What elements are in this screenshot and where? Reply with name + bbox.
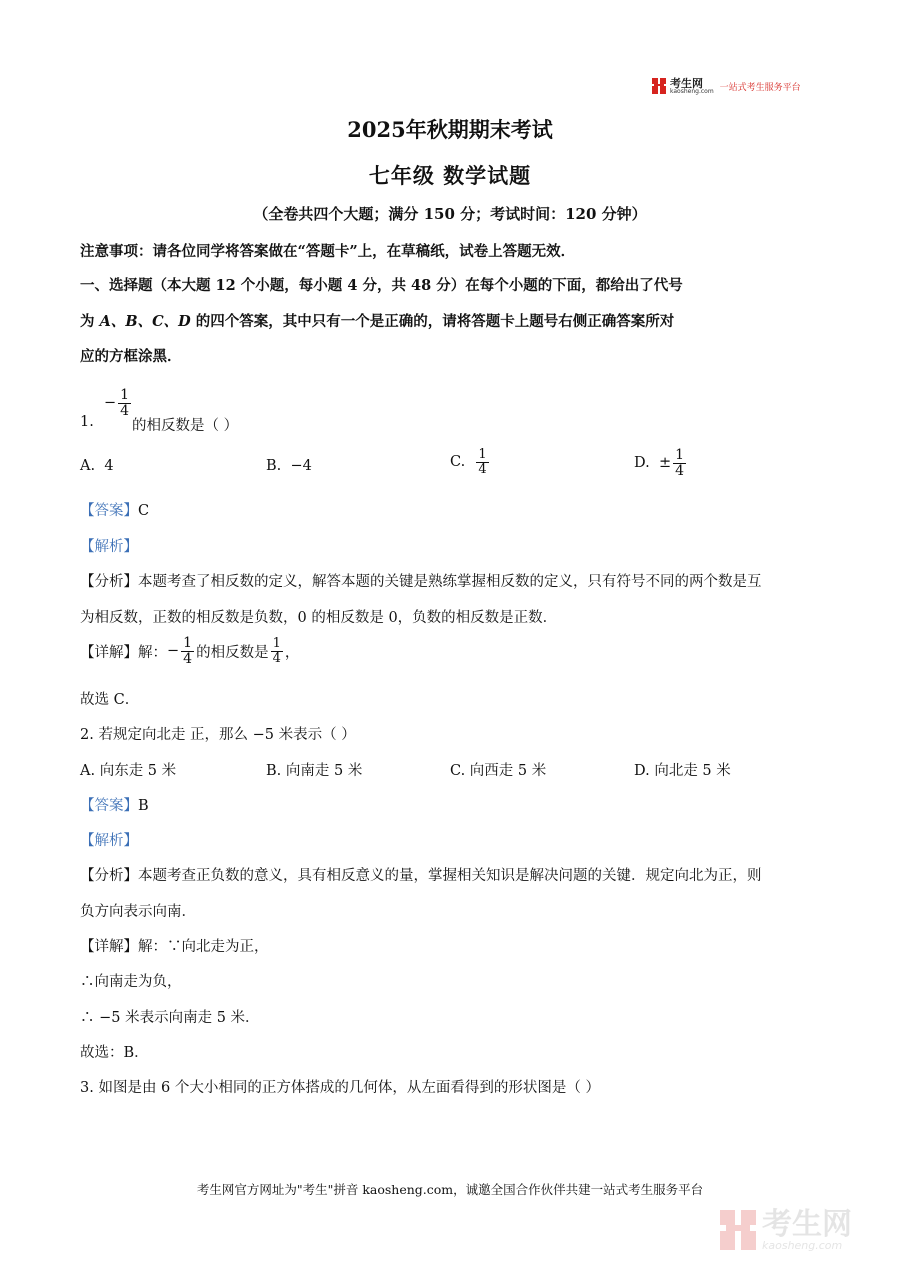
q1-denominator: 4 bbox=[120, 402, 130, 419]
answer-tag: 【答案】 bbox=[80, 503, 138, 519]
option-label: C. bbox=[450, 763, 466, 779]
q1-option-c bbox=[450, 448, 491, 476]
q2-fenxi-line2: 负方向表示向南． bbox=[80, 904, 196, 920]
q2-stem: 2. 若规定向北走 正，那么 −5 米表示（ ） bbox=[80, 727, 356, 743]
q2-option-d bbox=[634, 759, 731, 780]
answer-tag: 【答案】 bbox=[80, 798, 138, 814]
q1-fraction bbox=[118, 388, 131, 418]
section1-line1: 一、选择题（本大题 12 个小题，每小题 4 分，共 48 分）在每个小题的下面，都给出了代号 bbox=[80, 277, 683, 294]
option-text: −4 bbox=[290, 458, 312, 474]
exam-info: （全卷共四个大题；满分 150 分；考试时间：120 分钟） bbox=[253, 205, 647, 223]
logo-slogan: 一站式考生服务平台 bbox=[719, 82, 801, 93]
option-numerator: 1 bbox=[478, 447, 487, 462]
section1-line2 bbox=[80, 310, 674, 331]
option-fraction bbox=[476, 448, 488, 476]
watermark-name: 考生网 bbox=[762, 1206, 852, 1242]
q1-option-d bbox=[634, 448, 688, 478]
detail-denominator: 4 bbox=[183, 650, 193, 667]
detail-post: ， bbox=[284, 644, 300, 661]
detail-denominator: 4 bbox=[272, 650, 281, 666]
option-denominator: 4 bbox=[675, 462, 685, 479]
q1-fenxi-line1 bbox=[80, 570, 762, 591]
fenxi-text: 本题考查了相反数的定义，解答本题的关键是熟练掌握相反数的定义，只有符号不同的两个数是互 bbox=[138, 574, 762, 590]
detail-text: 解：∵向北走为正， bbox=[138, 939, 269, 955]
section1-line2-post: 的四个答案，其中只有一个是正确的，请将答题卡上题号右侧正确答案所对 bbox=[190, 313, 675, 330]
q2-detail-line3: ∴ −5 米表示向南走 5 米． bbox=[80, 1010, 260, 1026]
q2-option-b bbox=[266, 759, 362, 780]
fenxi-text: 本题考查正负数的意义，具有相反意义的量，掌握相关知识是解决问题的关键．规定向北为正，则 bbox=[138, 868, 762, 884]
option-label: D. bbox=[634, 455, 650, 472]
q1-fenxi-line2: 为相反数，正数的相反数是负数，0 的相反数是 0，负数的相反数是正数． bbox=[80, 610, 558, 626]
fenxi-tag: 【分析】 bbox=[80, 574, 138, 590]
exam-subject: 七年级 数学试题 bbox=[368, 163, 532, 188]
watermark-url: kaosheng.com bbox=[762, 1238, 843, 1252]
detail-pre: 解： bbox=[138, 644, 167, 661]
option-label: B. bbox=[266, 458, 282, 474]
detail-fraction-positive bbox=[271, 637, 283, 665]
q1-number: 1. bbox=[80, 414, 94, 430]
option-text: 4 bbox=[104, 458, 114, 474]
option-numerator: 1 bbox=[675, 447, 685, 463]
exam-title: 2025年秋期期末考试 bbox=[347, 117, 553, 142]
q1-stem-text: 的相反数是（ ） bbox=[132, 418, 239, 434]
option-text: 向南走 5 米 bbox=[285, 763, 363, 779]
q2-fenxi-line1 bbox=[80, 864, 762, 885]
header-logo bbox=[652, 74, 822, 98]
q1-conclusion: 故选 C． bbox=[80, 692, 140, 708]
q2-analysis-tag: 【解析】 bbox=[80, 833, 138, 849]
fenxi-tag: 【分析】 bbox=[80, 868, 138, 884]
option-denominator: 4 bbox=[478, 461, 487, 477]
q3-stem: 3. 如图是由 6 个大小相同的正方体搭成的几何体，从左面看得到的形状图是（ ） bbox=[80, 1080, 600, 1096]
detail-numerator: 1 bbox=[272, 636, 281, 652]
q2-detail-line2: ∴向南走为负， bbox=[80, 974, 182, 990]
q1-answer bbox=[80, 499, 149, 520]
q1-option-a bbox=[80, 458, 114, 474]
detail-tag: 【详解】 bbox=[80, 644, 138, 661]
q1-analysis-tag: 【解析】 bbox=[80, 539, 138, 555]
q1-sign: − bbox=[104, 395, 117, 412]
logo-url: kaosheng.com bbox=[670, 87, 714, 95]
logo-name: 考生网 bbox=[670, 76, 703, 90]
detail-fraction-negative bbox=[181, 636, 194, 666]
footer-text: 考生网官方网址为"考生"拼音 kaosheng.com，诚邀全国合作伙伴共建一站式考生服务平台 bbox=[196, 1182, 704, 1197]
q2-detail-line1 bbox=[80, 935, 269, 956]
detail-sign: − bbox=[167, 643, 180, 660]
section1-line2-pre: 为 bbox=[80, 313, 100, 330]
q1-detail bbox=[80, 636, 299, 666]
option-label: A. bbox=[80, 763, 96, 779]
option-label: B. bbox=[266, 763, 282, 779]
detail-mid: 的相反数是 bbox=[196, 644, 269, 661]
answer-value: B bbox=[138, 798, 149, 814]
answer-value: C bbox=[138, 503, 150, 519]
option-fraction bbox=[673, 448, 686, 478]
watermark-logo-icon bbox=[720, 1210, 756, 1250]
q2-answer bbox=[80, 794, 149, 815]
section1-options: A、B、C、D bbox=[99, 313, 191, 330]
q1-option-b bbox=[266, 458, 312, 474]
watermark bbox=[720, 1205, 880, 1255]
section1-line3: 应的方框涂黑． bbox=[80, 348, 182, 365]
option-label: C. bbox=[450, 454, 466, 471]
q1-numerator: 1 bbox=[120, 387, 130, 403]
logo-icon bbox=[652, 78, 666, 94]
option-label: D. bbox=[634, 763, 650, 779]
q2-conclusion: 故选：B． bbox=[80, 1045, 149, 1061]
q2-option-a bbox=[80, 759, 176, 780]
option-prefix: ± bbox=[658, 455, 672, 472]
option-text: 向北走 5 米 bbox=[654, 763, 731, 779]
detail-tag: 【详解】 bbox=[80, 939, 138, 955]
q1-expression bbox=[104, 388, 133, 418]
q2-option-c bbox=[450, 759, 546, 780]
notice: 注意事项：请各位同学将答案做在“答题卡”上，在草稿纸，试卷上答题无效． bbox=[80, 243, 576, 260]
option-label: A. bbox=[80, 458, 96, 474]
option-text: 向西走 5 米 bbox=[469, 763, 547, 779]
option-text: 向东走 5 米 bbox=[99, 763, 177, 779]
detail-numerator: 1 bbox=[183, 635, 193, 651]
